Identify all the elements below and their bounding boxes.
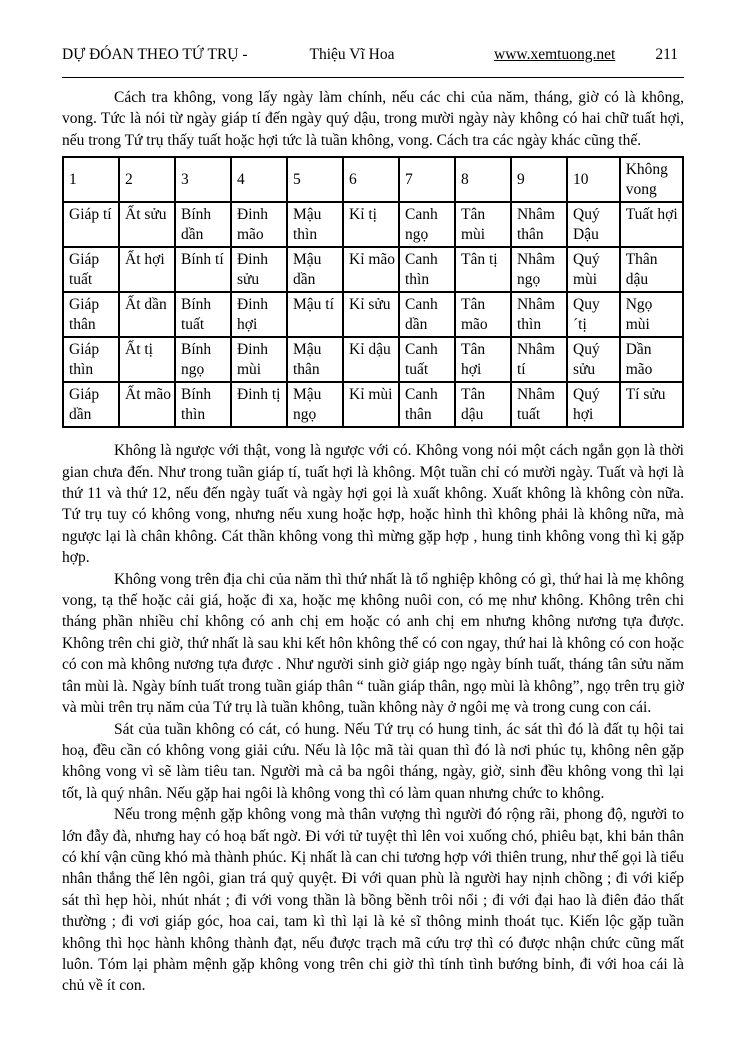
table-cell: Kỉ mão bbox=[343, 247, 399, 292]
paragraph-menh-khong-vong: Nếu trong mệnh gặp không vong mà thân vượng thì người đó rộng rãi, phong độ, người to lớn đẫy đà, nhưng hay có hoạ bất ngờ. Đi với tử tuyệt thì lên voi xuống chó, phiêu bạt, khi bản thân có khí vận cũng khó mà thành phúc. Kị nhất là can chi tương hợp với thiên trung, như thế gọi là tiểu nhân thắng thế lên ngôi, gian trá quỷ quyệt. Đi với quan phù là người hay nịnh chồng ; đi với kiếp sát thì hẹp hòi, nhút nhát ; đi với vong thần là bồng bềnh trôi nổi ; đi với đại hao là điên đảo thất thường ; đi vơi giáp góc, hoa cai, tam kì thì lại là kẻ sĩ thông minh thoát tục. Kiến lộc gặp tuần không thì học hành không thành đạt, nếu được trạch mã cứu trợ thì có được nhận chức cũng mất luôn. Tóm lại phàm mệnh gặp không vong trên chi giờ thì tính tình bướng bỉnh, đi với hoa cái là chủ về ít con. bbox=[62, 806, 684, 995]
table-header-cell: 6 bbox=[343, 157, 399, 202]
table-cell: Ất mão bbox=[119, 382, 175, 427]
table-cell: Giáp tí bbox=[63, 202, 119, 247]
table-header-cell: 9 bbox=[511, 157, 567, 202]
table-cell: Mậu tí bbox=[287, 292, 343, 337]
table-cell: Canh tuất bbox=[399, 337, 455, 382]
paragraph-khong-vong-branches: Không vong trên địa chi của năm thì thứ nhất là tổ nghiệp không có gì, thứ hai là mẹ không vong, tạ thế hoặc cải giá, hoặc đi xa, hoặc mẹ không nuôi con, có mẹ như không. Không trên chi tháng phần nhiều chỉ không có anh chị em hoặc có anh chị em nhưng không nương tựa được. Không trên chi giờ, thứ nhất là sau khi kết hôn không thể có con ngay, thứ hai là không có con hoặc có con mà không nương tựa được . Như người sinh giờ giáp ngọ ngày bính tuất, tháng tân sửu năm tân mùi là. Ngày bính tuất trong tuần giáp thân “ tuần giáp thân, ngọ mùi là không”, ngọ trên trụ giờ và mùi trên trụ năm của Tứ trụ là tuần không, tuần không này ở ngôi mẹ và trong cung con cái. bbox=[62, 570, 684, 717]
table-cell: Kỉ mùi bbox=[343, 382, 399, 427]
table-cell: Quý sửu bbox=[567, 337, 620, 382]
table-header-cell: Không vong bbox=[620, 157, 683, 202]
page-number: 211 bbox=[655, 46, 678, 63]
table-cell: Tân dậu bbox=[455, 382, 511, 427]
table-cell: Dần mão bbox=[620, 337, 683, 382]
table-row bbox=[63, 247, 683, 292]
website-link[interactable]: www.xemtuong.net bbox=[494, 46, 616, 63]
table-cell: Tân hợi bbox=[455, 337, 511, 382]
table-cell: Canh thìn bbox=[399, 247, 455, 292]
table-header-cell: 7 bbox=[399, 157, 455, 202]
table-cell: Bính dần bbox=[175, 202, 231, 247]
table-cell: Tân mùi bbox=[455, 202, 511, 247]
table-cell: Tân tị bbox=[455, 247, 511, 292]
table-cell: Tí sửu bbox=[620, 382, 683, 427]
table-cell: Ất dần bbox=[119, 292, 175, 337]
table-row bbox=[63, 337, 683, 382]
table-cell: Đinh sửu bbox=[231, 247, 287, 292]
paragraph-sat-tuan-khong: Sát của tuần không có cát, có hung. Nếu Tứ trụ có hung tinh, ác sát thì đó là đất tụ hội tai hoạ, đều cần có không vong giải cứu. Nếu là lộc mã tài quan thì đó là nơi phúc tụ, không nên gặp không vong vì sẽ làm tiêu tan. Người mà cả ba ngôi tháng, ngày, giờ, sinh đều không vong thì lại tốt, là quý nhân. Nếu gặp hai ngôi là không vong thì có làm quan nhưng chức to không. bbox=[62, 720, 684, 802]
table-cell: Kỉ sửu bbox=[343, 292, 399, 337]
author-name: Thiệu Vĩ Hoa bbox=[309, 46, 395, 63]
intro-paragraph: Cách tra không, vong lấy ngày làm chính, nếu các chi của năm, tháng, giờ có là không, vong. Tức là nói từ ngày giáp tí đến ngày quý dậu, trong mười ngày này không có hai chữ tuất hợi, nếu trong Tứ trụ thấy tuất hoặc hợi tức là tuần không, vong. Cách tra các ngày khác cũng thế. bbox=[62, 89, 684, 149]
table-cell: Đinh tị bbox=[231, 382, 287, 427]
table-cell: Canh ngọ bbox=[399, 202, 455, 247]
table-cell: Canh dần bbox=[399, 292, 455, 337]
table-cell: Mậu thìn bbox=[287, 202, 343, 247]
khong-vong-table bbox=[62, 156, 684, 428]
table-cell: Canh thân bbox=[399, 382, 455, 427]
table-cell: Nhâm ngọ bbox=[511, 247, 567, 292]
page-header bbox=[62, 46, 684, 64]
table-cell: Quý Dậu bbox=[567, 202, 620, 247]
table-cell: Đinh mão bbox=[231, 202, 287, 247]
table-cell: Quy ´tị bbox=[567, 292, 620, 337]
table-cell: Tuất hợi bbox=[620, 202, 683, 247]
table-row bbox=[63, 202, 683, 247]
table-cell: Giáp dần bbox=[63, 382, 119, 427]
table-cell: Giáp thân bbox=[63, 292, 119, 337]
table-header-cell: 10 bbox=[567, 157, 620, 202]
table-header-cell: 5 bbox=[287, 157, 343, 202]
table-header-cell: 8 bbox=[455, 157, 511, 202]
table-cell: Đinh hợi bbox=[231, 292, 287, 337]
table-cell: Mậu ngọ bbox=[287, 382, 343, 427]
table-cell: Ất hợi bbox=[119, 247, 175, 292]
table-row bbox=[63, 382, 683, 427]
table-cell: Bính tí bbox=[175, 247, 231, 292]
table-cell: Bính tuất bbox=[175, 292, 231, 337]
table-cell: Mậu dần bbox=[287, 247, 343, 292]
table-cell: Ngọ mùi bbox=[620, 292, 683, 337]
table-cell: Bính ngọ bbox=[175, 337, 231, 382]
table-cell: Thân dậu bbox=[620, 247, 683, 292]
table-cell: Nhâm tuất bbox=[511, 382, 567, 427]
table-cell: Nhâm tí bbox=[511, 337, 567, 382]
table-header-cell: 2 bbox=[119, 157, 175, 202]
table-cell: Giáp tuất bbox=[63, 247, 119, 292]
table-cell: Tân mão bbox=[455, 292, 511, 337]
table-header-cell: 1 bbox=[63, 157, 119, 202]
book-title: DỰ ĐÓAN THEO TỨ TRỤ - bbox=[62, 46, 248, 63]
table-cell: Kỉ dậu bbox=[343, 337, 399, 382]
table-cell: Giáp thìn bbox=[63, 337, 119, 382]
table-cell: Kỉ tị bbox=[343, 202, 399, 247]
header-divider bbox=[62, 77, 684, 78]
table-cell: Ất tị bbox=[119, 337, 175, 382]
table-cell: Quý hợi bbox=[567, 382, 620, 427]
table-cell: Nhâm thân bbox=[511, 202, 567, 247]
table-row bbox=[63, 292, 683, 337]
table-cell: Đinh mùi bbox=[231, 337, 287, 382]
table-cell: Ất sửu bbox=[119, 202, 175, 247]
table-header-cell: 4 bbox=[231, 157, 287, 202]
table-cell: Nhâm thìn bbox=[511, 292, 567, 337]
table-cell: Quý mùi bbox=[567, 247, 620, 292]
paragraph-khong-vong-meaning: Không là ngược với thật, vong là ngược với có. Không vong nói một cách ngắn gọn là thời gian chưa đến. Như trong tuần giáp tí, tuất hợi là không. Một tuần chỉ có mười ngày. Tuất và hợi là thứ 11 và thứ 12, nếu đến ngày tuất và ngày hợi gọi là xuất không. Xuất không là không còn nữa. Tứ trụ tuy có không vong, nhưng nếu xung hoặc hợp, hoặc hình thì không phải là không nữa, mà ngược lại là chân không. Cát thần không vong thì mừng gặp hợp , hung tinh không vong thì kị gặp hợp. bbox=[62, 442, 684, 567]
table-cell: Bính thìn bbox=[175, 382, 231, 427]
table-header-row bbox=[63, 157, 683, 202]
table-cell: Mậu thân bbox=[287, 337, 343, 382]
table-header-cell: 3 bbox=[175, 157, 231, 202]
